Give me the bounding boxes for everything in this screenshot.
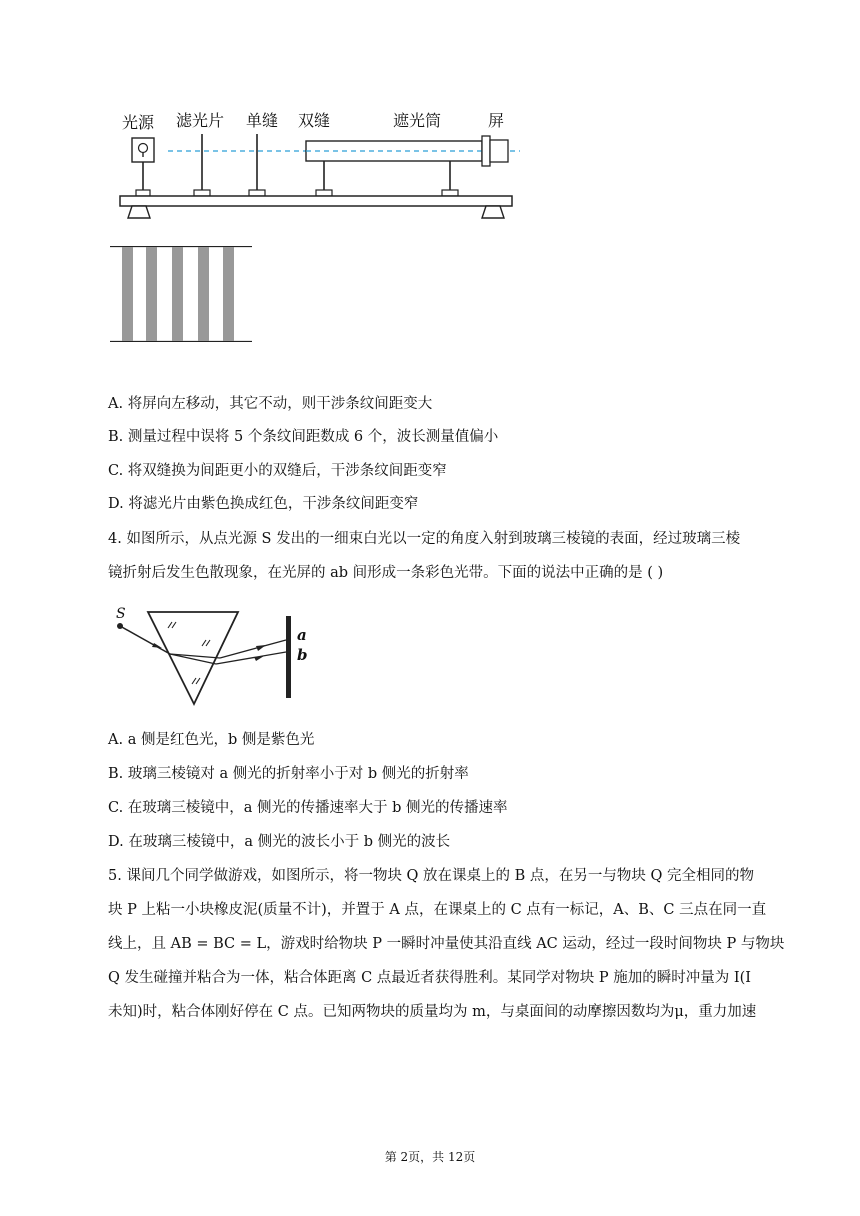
prism-drawing: [108, 606, 318, 712]
label-double-slit: 双缝: [298, 111, 331, 130]
q4-option-d: D. 在玻璃三棱镜中，a 侧光的波长小于 b 侧光的波长: [108, 834, 451, 850]
page-footer: 第 2页，共 12页: [384, 1150, 476, 1164]
label-light-tube: 遮光筒: [393, 111, 442, 130]
screen-label-b: b: [297, 646, 308, 664]
prism-figure: [108, 606, 318, 712]
q3-option-a: A. 将屏向左移动，其它不动，则干涉条纹间距变大: [108, 396, 433, 412]
q4-option-a: A. a 侧是红色光，b 侧是紫色光: [108, 732, 315, 748]
q5-line-5: 未知)时，粘合体刚好停在 C 点。已知两物块的质量均为 m，与桌面间的动摩擦因数均为μ，重力加速: [108, 1004, 757, 1020]
fringe-pattern-figure: [110, 246, 252, 342]
apparatus-drawing: [110, 100, 530, 240]
source-label: S: [116, 606, 126, 622]
q4-option-c: C. 在玻璃三棱镜中，a 侧光的传播速率大于 b 侧光的传播速率: [108, 800, 508, 816]
q3-option-b: B. 测量过程中误将 5 个条纹间距数成 6 个，波长测量值偏小: [108, 429, 499, 445]
q4-stem-line-2: 镜折射后发生色散现象，在光屏的 ab 间形成一条彩色光带。下面的说法中正确的是 ( ): [108, 565, 664, 581]
label-single-slit: 单缝: [246, 111, 279, 130]
screen-label-a: a: [297, 626, 307, 644]
apparatus-figure: [110, 100, 530, 240]
q5-line-1: 5. 课间几个同学做游戏，如图所示，将一物块 Q 放在课桌上的 B 点，在另一与物块 Q 完全相同的物: [108, 868, 755, 884]
q5-line-2: 块 P 上粘一小块橡皮泥(质量不计)，并置于 A 点，在课桌上的 C 点有一标记，A、B、C 三点在同一直: [108, 902, 767, 918]
label-screen: 屏: [488, 111, 505, 130]
q3-option-d: D. 将滤光片由紫色换成红色，干涉条纹间距变窄: [108, 496, 419, 512]
q5-line-3: 线上，且 AB = BC = L，游戏时给物块 P 一瞬时冲量使其沿直线 AC 运动，经过一段时间物块 P 与物块: [108, 936, 785, 952]
label-light-source: 光源: [122, 113, 155, 132]
label-filter: 滤光片: [176, 111, 225, 130]
q4-stem-line-1: 4. 如图所示，从点光源 S 发出的一细束白光以一定的角度入射到玻璃三棱镜的表面，经过玻璃三棱: [108, 531, 741, 547]
q3-option-c: C. 将双缝换为间距更小的双缝后，干涉条纹间距变窄: [108, 463, 447, 479]
q5-line-4: Q 发生碰撞并粘合为一体，粘合体距离 C 点最近者获得胜利。某同学对物块 P 施加的瞬时冲量为 I(I: [108, 970, 752, 986]
q4-option-b: B. 玻璃三棱镜对 a 侧光的折射率小于对 b 侧光的折射率: [108, 766, 469, 782]
